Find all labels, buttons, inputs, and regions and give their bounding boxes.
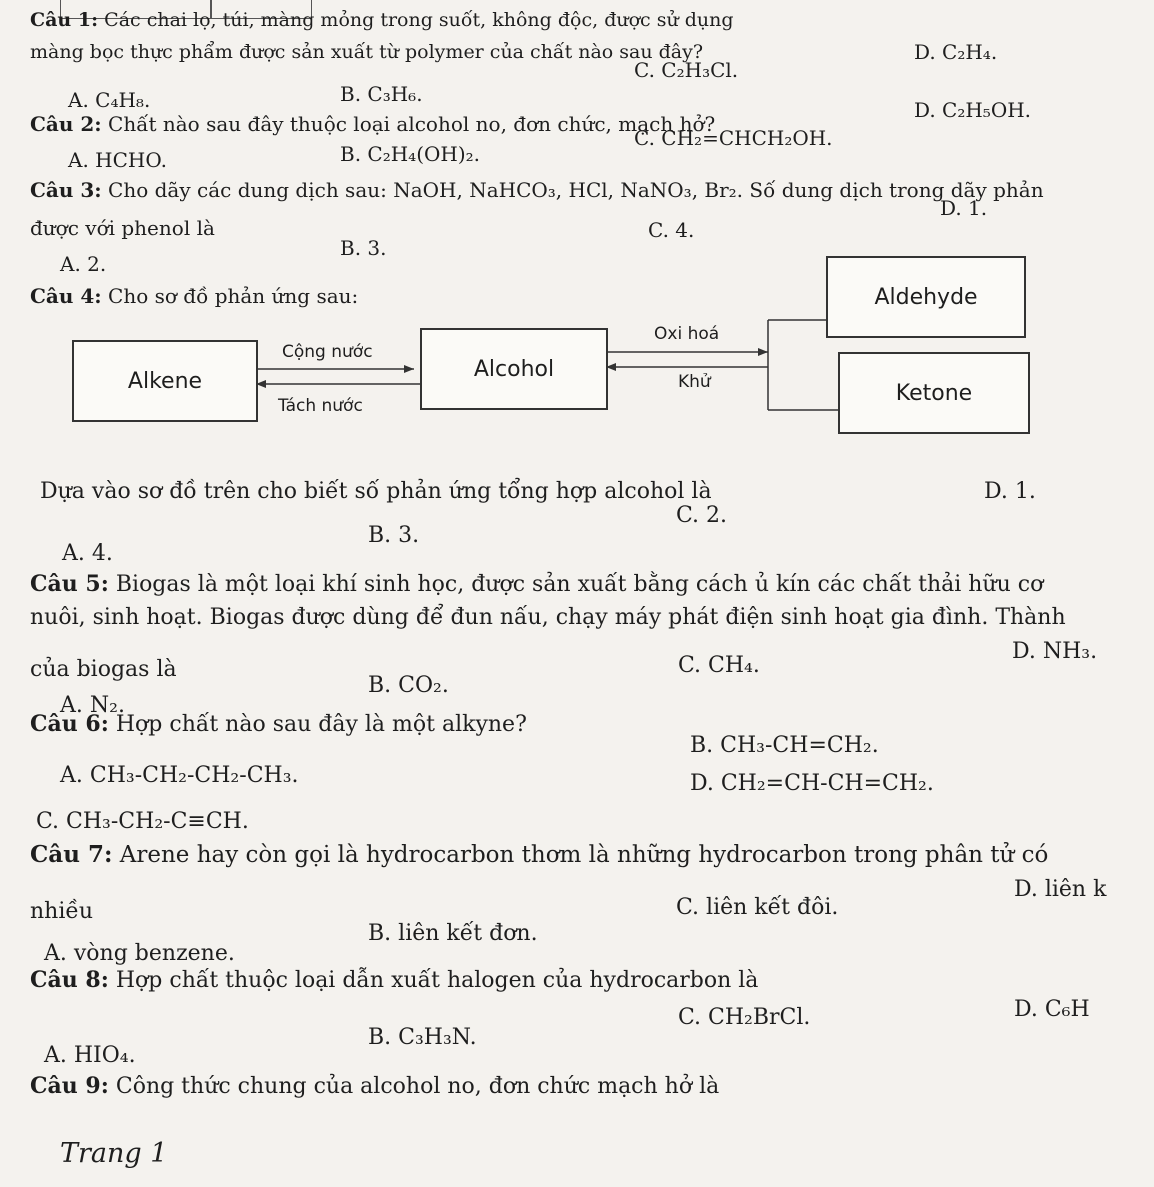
q8-option-a: A. HIO₄. (44, 1043, 136, 1068)
q1-option-b: B. C₃H₆. (340, 82, 423, 106)
q5-text2: nuôi, sinh hoạt. Biogas được dùng để đun nấu, chạy máy phát điện sinh hoạt gia đình. Thành (30, 605, 1066, 630)
q1-text1: Các chai lọ, túi, màng mỏng trong suốt, không độc, được sử dụng (104, 9, 734, 31)
q3-text1: Cho dãy các dung dịch sau: NaOH, NaHCO₃, HCl, NaNO₃, Br₂. Số dung dịch trong dãy phản (108, 178, 1044, 202)
q5-text1: Biogas là một loại khí sinh học, được sản xuất bằng cách ủ kín các chất thải hữu cơ (115, 572, 1044, 597)
aldehyde-box: Aldehyde (826, 256, 1026, 338)
q4-text2: Dựa vào sơ đồ trên cho biết số phản ứng tổng hợp alcohol là (40, 479, 712, 504)
q9-line (30, 1072, 719, 1101)
q1-option-c: C. C₂H₃Cl. (634, 58, 739, 82)
q5-option-b: B. CO₂. (368, 673, 449, 698)
q2-text: Chất nào sau đây thuộc loại alcohol no, đơn chức, mạch hở? (108, 112, 716, 136)
q3-label: Câu 3: (30, 178, 102, 202)
q5-option-d: D. NH₃. (1012, 639, 1098, 664)
q8-label: Câu 8: (30, 967, 109, 993)
q6-line (30, 710, 527, 739)
q5-option-a: A. N₂. (60, 693, 125, 718)
q8-line (30, 966, 758, 995)
hydration-label: Cộng nước (282, 342, 373, 362)
alkene-box: Alkene (72, 340, 258, 422)
q8-option-d: D. C₆H (1014, 997, 1090, 1022)
q2-line (30, 112, 715, 136)
q7-label: Câu 7: (30, 841, 113, 868)
q6-option-a: A. CH₃-CH₂-CH₂-CH₃. (60, 763, 299, 788)
oxidation-label: Oxi hoá (654, 324, 720, 344)
q4-option-a: A. 4. (62, 541, 113, 566)
q2-label: Câu 2: (30, 112, 102, 136)
q9-label: Câu 9: (30, 1073, 109, 1099)
page-footer: Trang 1 (60, 1138, 168, 1169)
q8-option-c: C. CH₂BrCl. (678, 1005, 811, 1030)
q6-option-d: D. CH₂=CH-CH=CH₂. (690, 771, 934, 796)
q7-text2: nhiều (30, 899, 94, 924)
q7-text1: Arene hay còn gọi là hydrocarbon thơm là những hydrocarbon trong phân tử có (119, 842, 1049, 868)
q1-option-a: A. C₄H₈. (68, 88, 151, 112)
q8-text: Hợp chất thuộc loại dẫn xuất halogen của hydrocarbon là (115, 968, 759, 993)
q1-line1 (30, 8, 734, 32)
q5-text3: của biogas là (30, 657, 177, 682)
q2-option-b: B. C₂H₄(OH)₂. (340, 142, 481, 166)
reduction-label: Khử (678, 372, 711, 392)
ketone-box: Ketone (838, 352, 1030, 434)
q3-option-b: B. 3. (340, 236, 387, 260)
q2-option-d: D. C₂H₅OH. (914, 98, 1032, 122)
q4-text: Cho sơ đồ phản ứng sau: (108, 284, 359, 308)
q3-line1 (30, 178, 1044, 202)
q4-option-b: B. 3. (368, 523, 420, 548)
q6-text: Hợp chất nào sau đây là một alkyne? (115, 712, 527, 737)
q7-option-c: C. liên kết đôi. (676, 895, 839, 920)
q6-option-b: B. CH₃-CH=CH₂. (690, 733, 879, 758)
q5-option-c: C. CH₄. (678, 653, 760, 678)
dehydration-label: Tách nước (278, 396, 363, 416)
q7-option-a: A. vòng benzene. (44, 941, 235, 966)
alcohol-box: Alcohol (420, 328, 608, 410)
q8-option-b: B. C₃H₃N. (368, 1025, 477, 1050)
q3-option-c: C. 4. (648, 218, 695, 242)
q2-option-c: C. CH₂=CHCH₂OH. (634, 126, 833, 150)
q7-option-d: D. liên k (1014, 877, 1107, 902)
q6-option-c: C. CH₃-CH₂-C≡CH. (36, 809, 249, 834)
q5-label: Câu 5: (30, 571, 109, 597)
q4-label: Câu 4: (30, 284, 102, 308)
q7-option-b: B. liên kết đơn. (368, 921, 538, 946)
q7-line1 (30, 840, 1048, 870)
q9-text: Công thức chung của alcohol no, đơn chức mạch hở là (115, 1074, 720, 1099)
q3-text2: được với phenol là (30, 216, 215, 240)
q4-line (30, 284, 358, 308)
q3-option-a: A. 2. (60, 252, 107, 276)
q4-option-c: C. 2. (676, 503, 728, 528)
q1-text2: màng bọc thực phẩm được sản xuất từ polymer của chất nào sau đây? (30, 41, 704, 63)
q1-option-d: D. C₂H₄. (914, 40, 998, 64)
q4-option-d: D. 1. (984, 479, 1036, 504)
q5-line1 (30, 570, 1043, 599)
q3-option-d: D. 1. (940, 196, 988, 220)
q1-label: Câu 1: (30, 9, 99, 31)
q2-option-a: A. HCHO. (68, 148, 167, 172)
q6-label: Câu 6: (30, 711, 109, 737)
